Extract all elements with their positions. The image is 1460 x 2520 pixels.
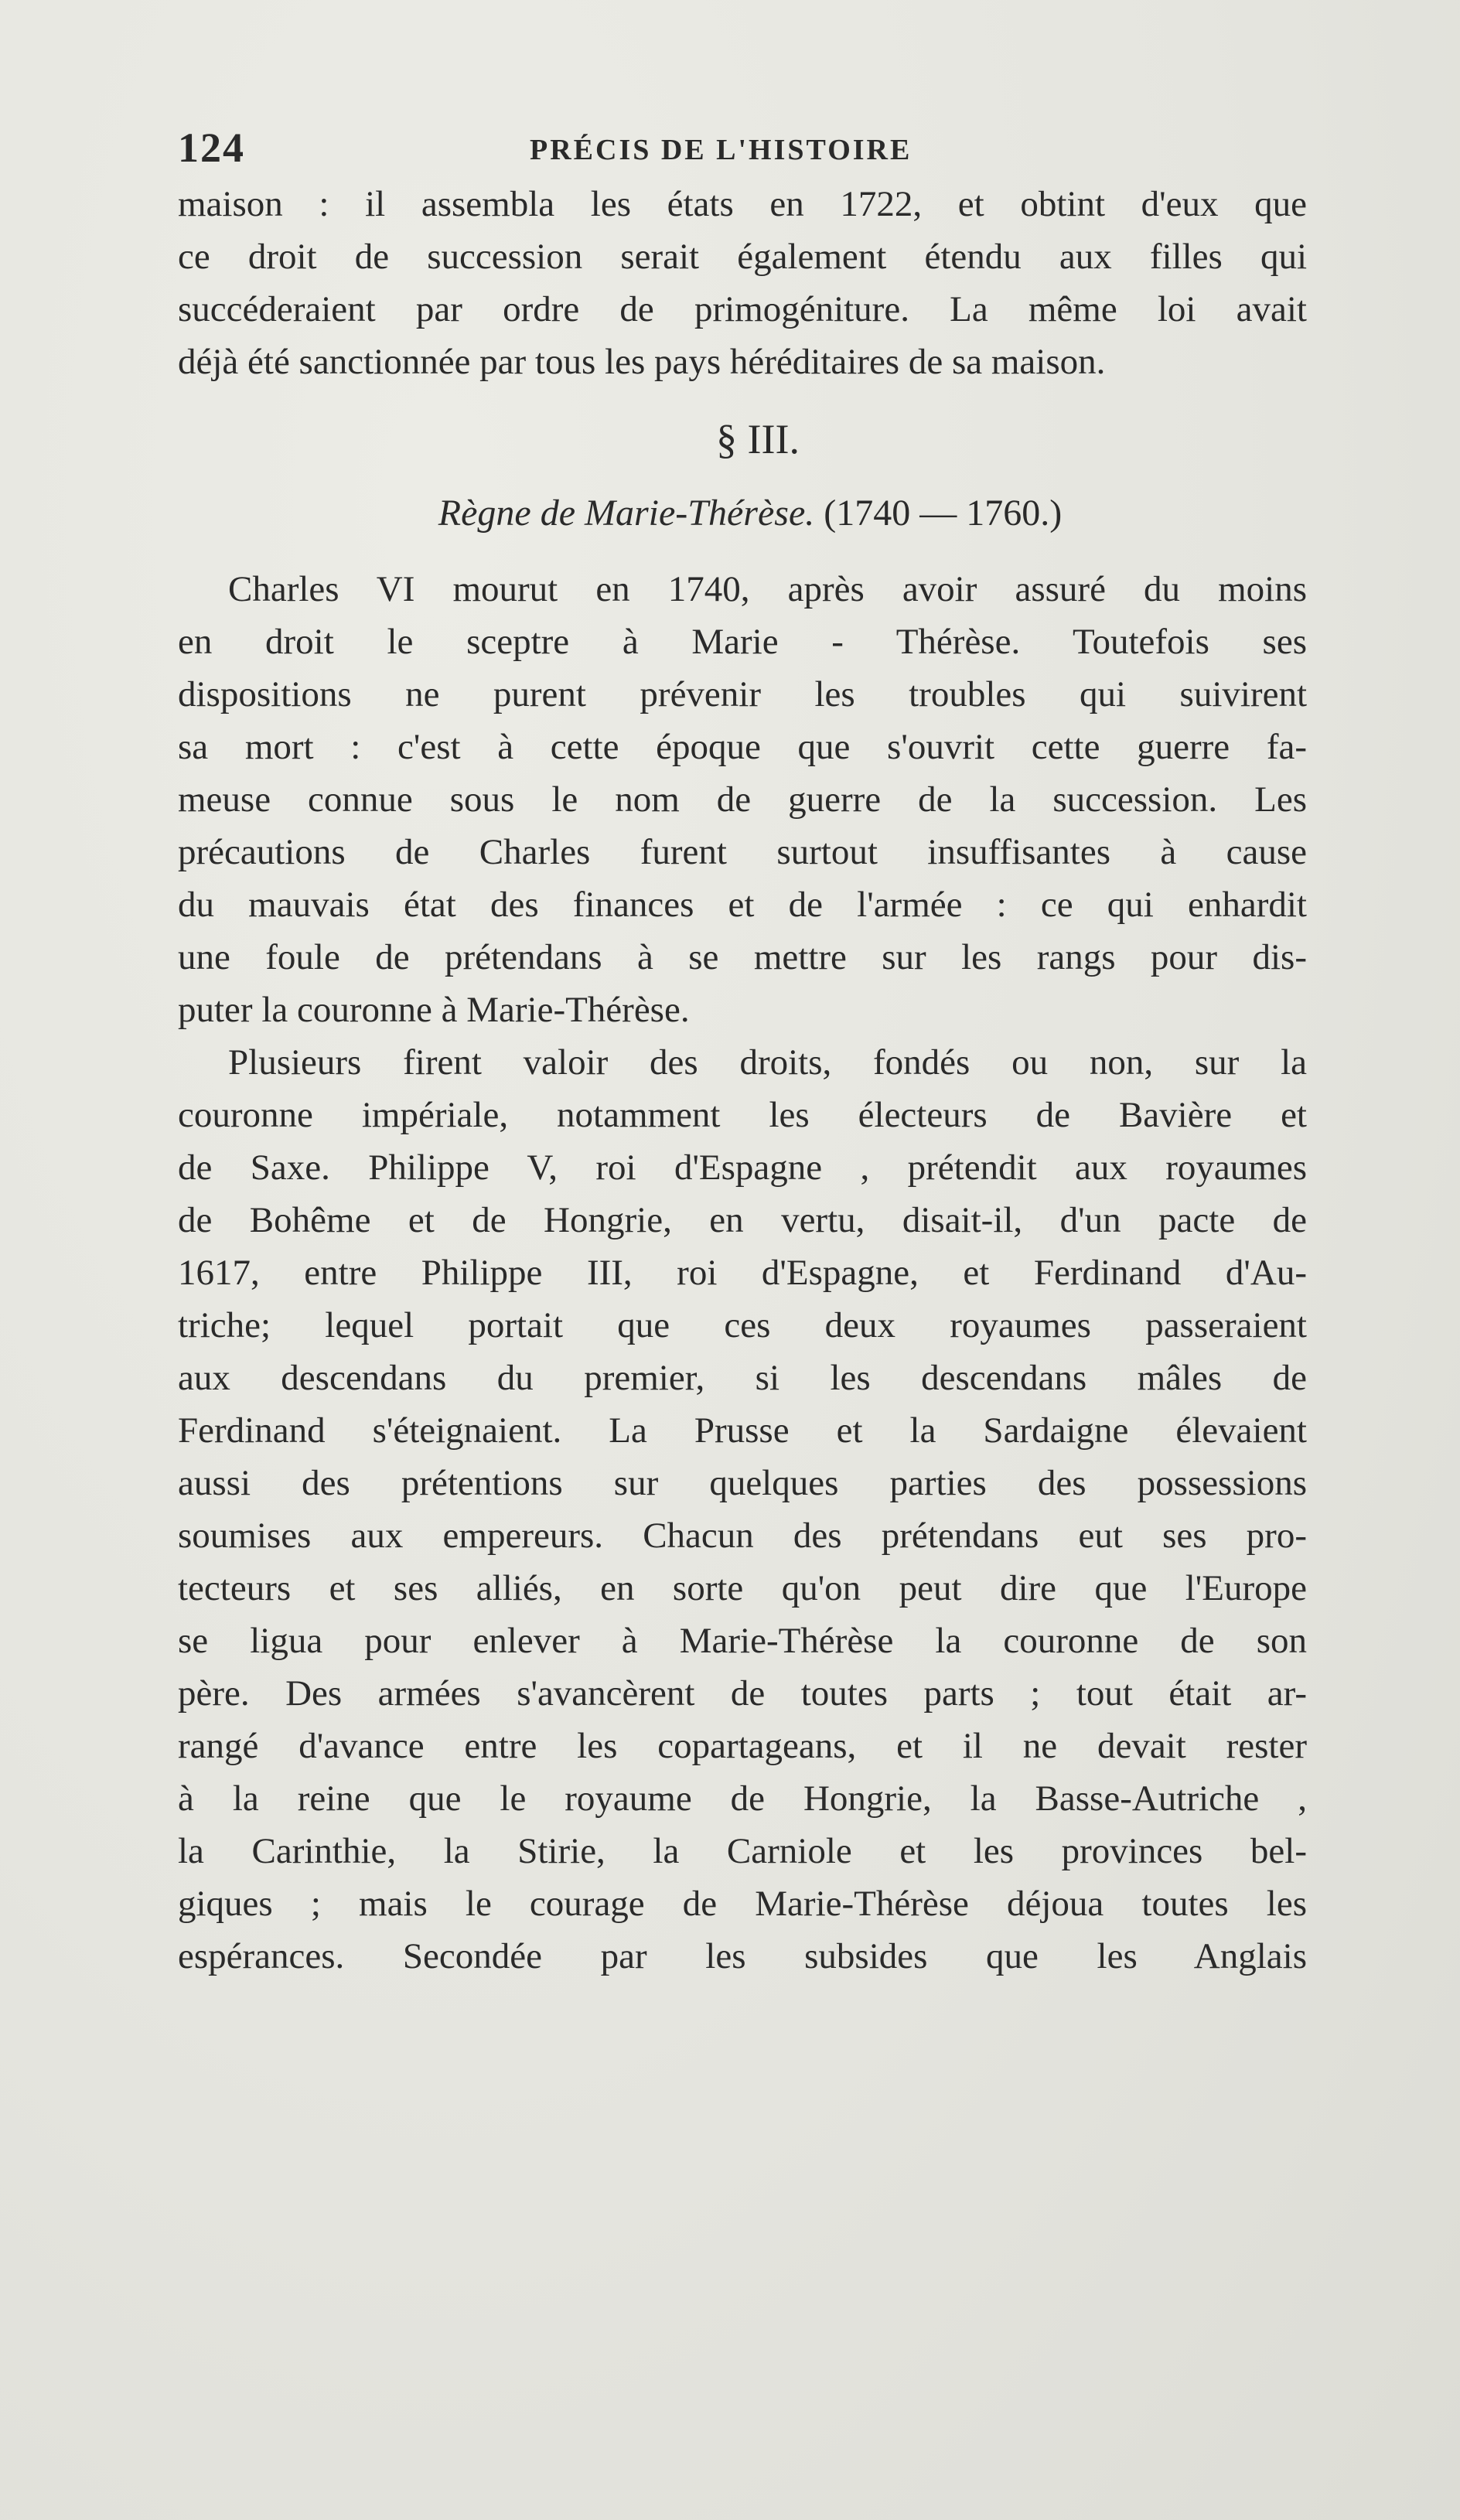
- text-line: puter la couronne à Marie-Thérèse.: [178, 990, 690, 1030]
- text-line: sa mort : c'est à cette époque que s'ouvrit cette guerre fa-: [178, 727, 1307, 767]
- section-title-dates: (1740 — 1760.): [824, 493, 1063, 534]
- paragraph-1: [178, 563, 1307, 1036]
- page-header: [178, 124, 1307, 178]
- text-line: déjà été sanctionnée par tous les pays héréditaires de sa maison.: [178, 342, 1106, 382]
- text-line: en droit le sceptre à Marie - Thérèse. Toutefois ses: [178, 622, 1307, 662]
- running-head: PRÉCIS DE L'HISTOIRE: [530, 134, 913, 166]
- text-line: soumises aux empereurs. Chacun des prétendans eut ses pro-: [178, 1516, 1307, 1556]
- text-line: rangé d'avance entre les copartageans, et il ne devait rester: [178, 1726, 1307, 1766]
- text-line: ce droit de succession serait également étendu aux filles qui: [178, 237, 1307, 277]
- text-line: une foule de prétendans à se mettre sur les rangs pour dis-: [178, 937, 1307, 977]
- page-number: 124: [178, 124, 245, 171]
- text-line: Charles VI mourut en 1740, après avoir assuré du moins: [228, 569, 1307, 609]
- text-line: tecteurs et ses alliés, en sorte qu'on peut dire que l'Europe: [178, 1568, 1307, 1608]
- section-number: § III.: [716, 416, 800, 462]
- text-line: triche; lequel portait que ces deux royaumes passeraient: [178, 1305, 1307, 1345]
- text-line: de Saxe. Philippe V, roi d'Espagne , prétendit aux royaumes: [178, 1147, 1307, 1188]
- text-line: 1617, entre Philippe III, roi d'Espagne, et Ferdinand d'Au-: [178, 1253, 1307, 1293]
- text-line: du mauvais état des finances et de l'armée : ce qui enhardit: [178, 885, 1307, 925]
- text-line: maison : il assembla les états en 1722, et obtint d'eux que: [178, 184, 1307, 224]
- text-line: couronne impériale, notamment les électeurs de Bavière et: [178, 1095, 1307, 1135]
- section-title: [178, 478, 1307, 549]
- text-line: dispositions ne purent prévenir les troubles qui suivirent: [178, 674, 1307, 714]
- text-line: giques ; mais le courage de Marie-Thérèse déjoua toutes les: [178, 1884, 1307, 1924]
- text-line: aux descendans du premier, si les descendans mâles de: [178, 1358, 1307, 1398]
- text-line: meuse connue sous le nom de guerre de la succession. Les: [178, 779, 1307, 820]
- text-line: de Bohême et de Hongrie, en vertu, disait-il, d'un pacte de: [178, 1200, 1307, 1240]
- paragraph-2: [178, 1036, 1307, 1983]
- text-line: succéderaient par ordre de primogéniture. La même loi avait: [178, 289, 1307, 329]
- opening-text: [178, 178, 1307, 388]
- text-line: aussi des prétentions sur quelques parties des possessions: [178, 1463, 1307, 1503]
- text-line: Plusieurs firent valoir des droits, fondés ou non, sur la: [228, 1042, 1307, 1083]
- section-title-text: Règne de Marie-Thérèse.: [438, 493, 815, 534]
- text-line: précautions de Charles furent surtout insuffisantes à cause: [178, 832, 1307, 872]
- text-line: Ferdinand s'éteignaient. La Prusse et la Sardaigne élevaient: [178, 1410, 1307, 1451]
- text-line: se ligua pour enlever à Marie-Thérèse la couronne de son: [178, 1621, 1307, 1661]
- page-text-block: [178, 124, 1307, 1983]
- text-line: père. Des armées s'avancèrent de toutes parts ; tout était ar-: [178, 1673, 1307, 1714]
- text-line: à la reine que le royaume de Hongrie, la Basse-Autriche ,: [178, 1778, 1307, 1819]
- text-line: la Carinthie, la Stirie, la Carniole et les provinces bel-: [178, 1831, 1307, 1871]
- text-line: espérances. Secondée par les subsides que les Anglais: [178, 1936, 1307, 1976]
